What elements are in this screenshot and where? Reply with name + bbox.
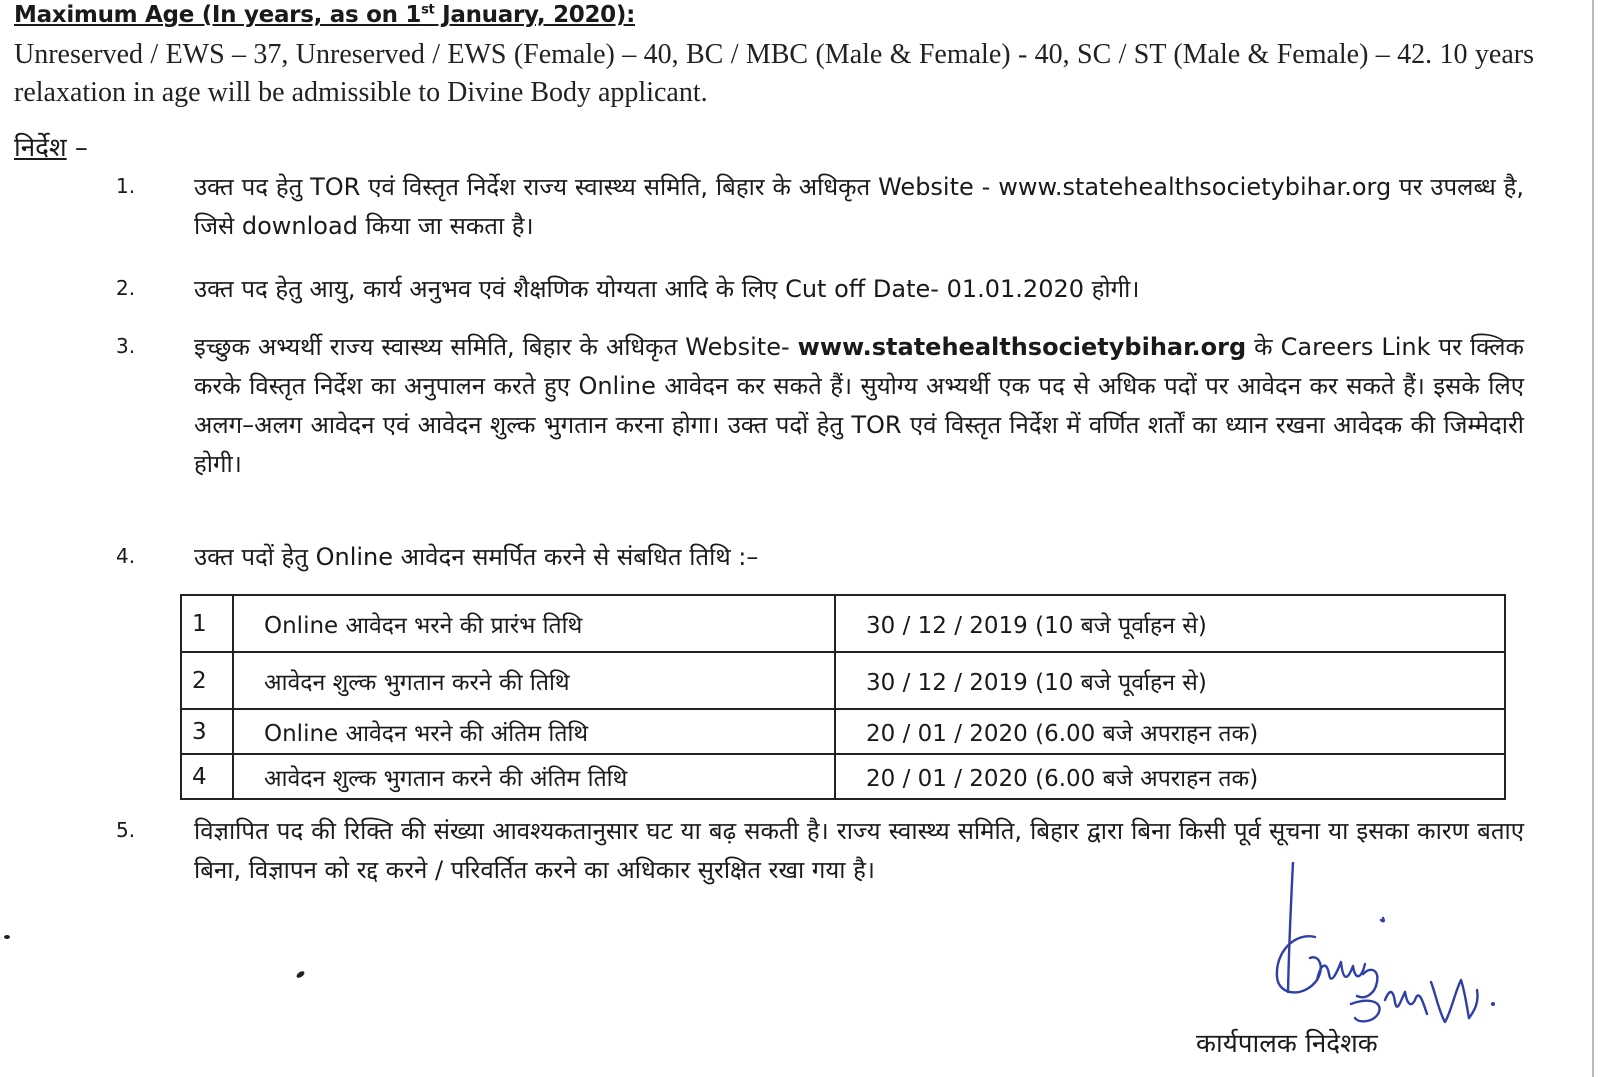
page-edge-line bbox=[1592, 0, 1594, 1077]
instruction-text-part: के Careers Link पर क्लिक करके विस्तृत निर्देश का अनुपालन करते हुए Online आवेदन कर सकते हैं। सुयोग्य अभ्यर्थी एक पद से अधिक पदों पर आवेदन कर सकते हैं। इसके लिए अलग–अलग आवेदन एवं आवेदन शुल्क भुगतान करना होगा। उक्त पदों हेतु TOR एवं विस्तृत निर्देश में वर्णित शर्तों का ध्यान रखना आवेदक की जिम्मेदारी होगी। bbox=[194, 333, 1524, 478]
row-event: आवेदन शुल्क भुगतान करने की तिथि bbox=[233, 652, 835, 709]
max-age-heading-sup: st bbox=[421, 2, 435, 18]
instructions-heading bbox=[14, 128, 88, 164]
table-row bbox=[181, 754, 1505, 799]
website-link-text: www.statehealthsocietybihar.org bbox=[797, 333, 1247, 361]
row-event: Online आवेदन भरने की अंतिम तिथि bbox=[233, 709, 835, 754]
instruction-number: 3. bbox=[116, 334, 136, 358]
instructions-heading-dash: – bbox=[66, 133, 88, 163]
instruction-text: उक्त पदों हेतु Online आवेदन समर्पित करने से संबधित तिथि :– bbox=[194, 543, 759, 571]
max-age-heading-prefix: Maximum Age (In years, as on 1 bbox=[14, 2, 422, 28]
row-number: 2 bbox=[181, 652, 233, 709]
row-event: Online आवेदन भरने की प्रारंभ तिथि bbox=[233, 595, 835, 652]
row-date: 30 / 12 / 2019 (10 बजे पूर्वाहन से) bbox=[835, 595, 1505, 652]
instruction-text: उक्त पद हेतु TOR एवं विस्तृत निर्देश राज्य स्वास्थ्य समिति, बिहार के अधिकृत Website - www.statehealthsocietybihar.org पर उपलब्ध है, जिसे download किया जा सकता है। bbox=[194, 173, 1524, 240]
instruction-number: 1. bbox=[116, 174, 136, 198]
max-age-heading bbox=[14, 2, 635, 28]
table-row bbox=[181, 595, 1505, 652]
instruction-number: 2. bbox=[116, 276, 136, 300]
instruction-number: 5. bbox=[116, 818, 136, 842]
scan-speck bbox=[295, 970, 305, 979]
scan-speck bbox=[4, 935, 10, 939]
signature-icon bbox=[1255, 862, 1515, 1042]
row-date: 30 / 12 / 2019 (10 बजे पूर्वाहन से) bbox=[835, 652, 1505, 709]
row-number: 4 bbox=[181, 754, 233, 799]
instruction-text bbox=[194, 328, 1524, 484]
instruction-number: 4. bbox=[116, 544, 136, 568]
max-age-heading-suffix: January, 2020): bbox=[434, 2, 635, 28]
designation-label: कार्यपालक निदेशक bbox=[1196, 1029, 1378, 1059]
instruction-text-part: इच्छुक अभ्यर्थी राज्य स्वास्थ्य समिति, बिहार के अधिकृत Website- bbox=[194, 333, 798, 361]
instruction-text: विज्ञापित पद की रिक्ति की संख्या आवश्यकतानुसार घट या बढ़ सकती है। राज्य स्वास्थ्य समिति, बिहार द्वारा बिना किसी पूर्व सूचना या इसका कारण बताए बिना, विज्ञापन को रद्द करने / परिवर्तित करने का अधिकार सुरक्षित रखा गया है। bbox=[194, 817, 1524, 884]
table-row bbox=[181, 709, 1505, 754]
row-number: 1 bbox=[181, 595, 233, 652]
online-dates-table bbox=[180, 594, 1506, 800]
row-event: आवेदन शुल्क भुगतान करने की अंतिम तिथि bbox=[233, 754, 835, 799]
max-age-text: Unreserved / EWS – 37, Unreserved / EWS (Female) – 40, BC / MBC (Male & Female) - 40, SC / ST (Male & Female) – 42. 10 years relaxation in age will be admissible to Divine Body applicant. bbox=[14, 39, 1534, 108]
row-date: 20 / 01 / 2020 (6.00 बजे अपराहन तक) bbox=[835, 709, 1505, 754]
row-number: 3 bbox=[181, 709, 233, 754]
table-row bbox=[181, 652, 1505, 709]
instruction-text: उक्त पद हेतु आयु, कार्य अनुभव एवं शैक्षणिक योग्यता आदि के लिए Cut off Date- 01.01.2020 होगी। bbox=[194, 275, 1140, 303]
row-date: 20 / 01 / 2020 (6.00 बजे अपराहन तक) bbox=[835, 754, 1505, 799]
instructions-heading-label: निर्देश bbox=[14, 133, 67, 163]
